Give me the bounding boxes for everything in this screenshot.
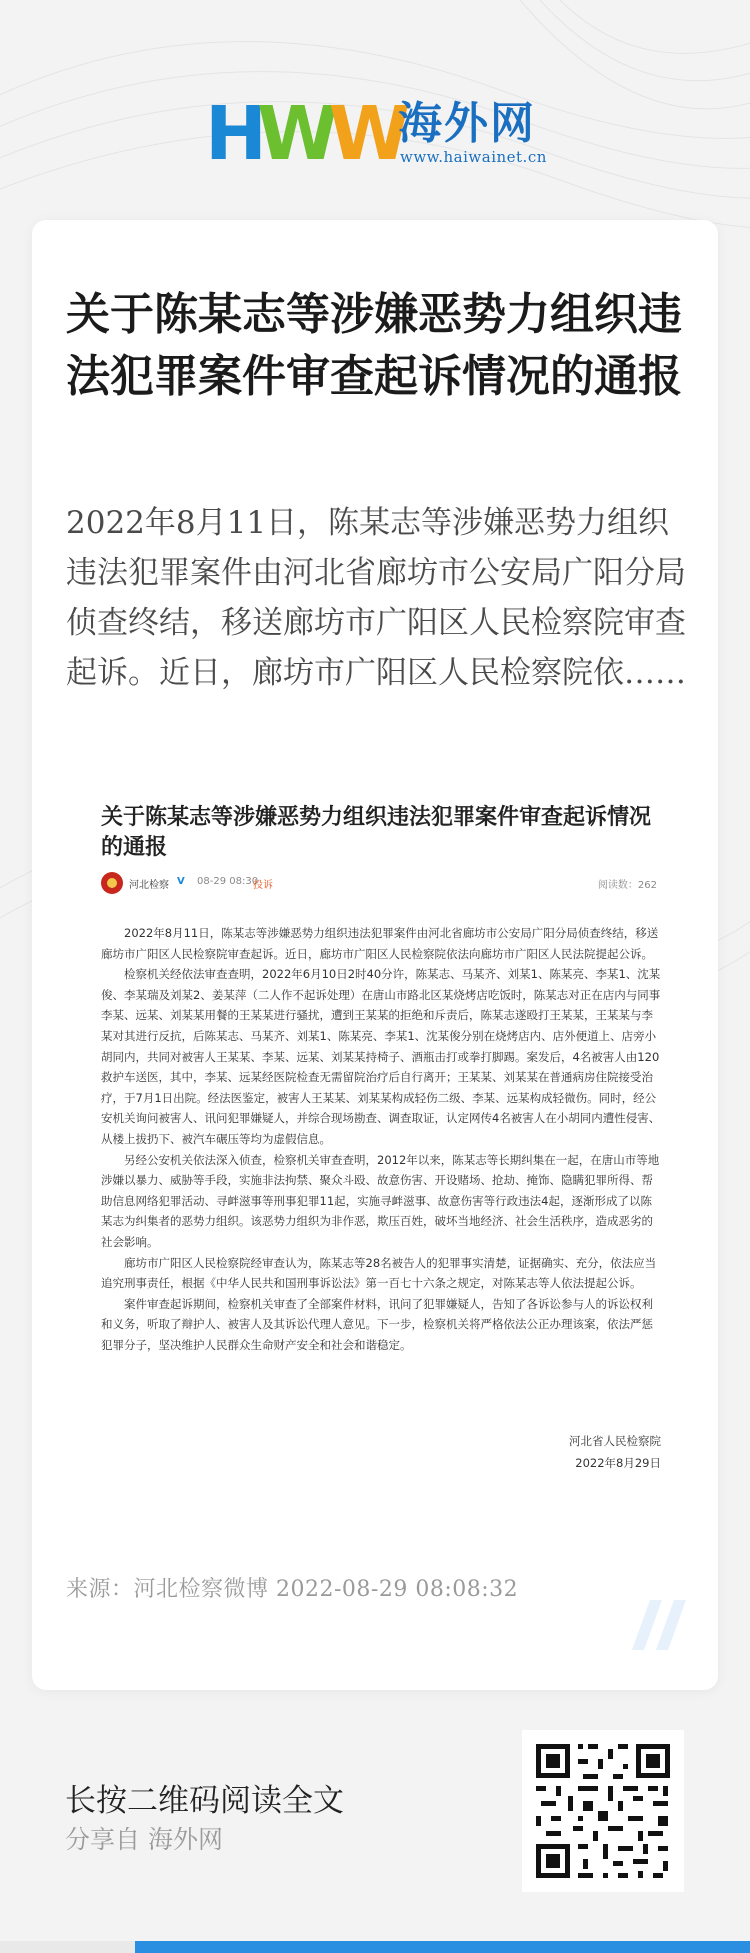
account-name: 河北检察 xyxy=(129,880,169,891)
document-paragraph: 廊坊市广阳区人民检察院经审查认为，陈某志等28名被告人的犯罪事实清楚，证据确实、充分，依法应当追究刑事责任，根据《中华人民共和国刑事诉讼法》第一百七十六条之规定，对陈某志等人依法提起公诉。 xyxy=(101,1255,657,1291)
haiwainet-logo[interactable] xyxy=(205,91,547,177)
post-date: 08-29 08:30 xyxy=(197,876,259,887)
complain-link[interactable]: 投诉 xyxy=(253,880,273,891)
article-title: 关于陈某志等涉嫌恶势力组织违法犯罪案件审查起诉情况的通报 xyxy=(66,289,682,402)
document-signature xyxy=(569,1430,661,1474)
read-full-cta: 长按二维码阅读全文 xyxy=(65,1783,344,1819)
document-paragraph: 案件审查起诉期间，检察机关审查了全部案件材料，讯问了犯罪嫌疑人，告知了各诉讼参与人的诉讼权利和义务，听取了辩护人、被害人及其诉讼代理人意见。下一步，检察机关将严格依法公正办理该案，依法严惩犯罪分子，坚决维护人民群众生命财产安全和社会和谐稳定。 xyxy=(101,1296,653,1352)
signature-date: 2022年8月29日 xyxy=(575,1456,661,1470)
document-paragraph: 检察机关经依法审查查明，2022年6月10日2时40分许，陈某志、马某齐、刘某1、陈某亮、李某1、沈某俊、李某瑞及刘某2、姜某萍（二人作不起诉处理）在唐山市路北区某烧烤店吃饭时，陈某志对正在店内与同事李某、远某、刘某某用餐的王某某进行骚扰，遭到王某某的拒绝和斥责后，陈某志遂殴打王某某，王某某与李某对其进行反抗，后陈某志、马某齐、刘某1、陈某亮、李某1、沈某俊分别在烧烤店内、店外便道上、店旁小胡同内，共同对被害人王某某、李某、远某、刘某某持椅子、酒瓶击打或拳打脚踢。案发后，4名被害人由120救护车送医，其中，李某、远某经医院检查无需留院治疗后自行离开；王某某、刘某某在普通病房住院接受治疗，于7月1日出院。经法医鉴定，被害人王某某、刘某某构成轻伤二级、李某、远某构成轻微伤。同时，经公安机关询问被害人、讯问犯罪嫌疑人，并综合现场勘查、调查取证，认定网传4名被害人在小胡同内遭性侵害、从楼上拔扔下、被汽车碾压等均为虚假信息。 xyxy=(101,967,661,1146)
document-meta xyxy=(101,872,657,894)
verified-v-icon: V xyxy=(177,876,185,887)
share-source: 分享自 海外网 xyxy=(65,1825,223,1854)
document-paragraph: 2022年8月11日，陈某志等涉嫌恶势力组织违法犯罪案件由河北省廊坊市公安局广阳分局侦查终结，移送廊坊市广阳区人民检察院审查起诉。近日，廊坊市广阳区人民检察院依法向廊坊市广阳区人民法院提起公诉。 xyxy=(101,926,659,961)
logo-letters: HWW xyxy=(205,91,401,177)
signature-org: 河北省人民检察院 xyxy=(569,1434,661,1448)
document-paragraph: 另经公安机关依法深入侦查，检察机关审查查明，2012年以来，陈某志等长期纠集在一起，在唐山市等地涉嫌以暴力、威胁等手段，实施非法拘禁、聚众斗殴、故意伤害、开设赌场、抢劫、掩饰、隐瞒犯罪所得、帮助信息网络犯罪活动、寻衅滋事等刑事犯罪11起，实施寻衅滋事、故意伤害等行政违法4起，逐渐形成了以陈某志为纠集者的恶势力组织。该恶势力组织为非作恶，欺压百姓，破坏当地经济、社会生活秩序，造成恶劣的社会影响。 xyxy=(101,1152,660,1249)
source-line: 来源：河北检察微博 2022-08-29 08:08:32 xyxy=(66,1577,519,1602)
logo-url: www.haiwainet.cn xyxy=(400,148,547,166)
read-count: 阅读数：262 xyxy=(597,880,657,891)
qr-code-icon[interactable] xyxy=(522,1730,684,1892)
bottom-accent-bar xyxy=(0,1941,750,1953)
document-screenshot xyxy=(65,775,685,1525)
article-card xyxy=(32,220,718,1690)
document-title: 关于陈某志等涉嫌恶势力组织违法犯罪案件审查起诉情况的通报 xyxy=(101,805,652,860)
account-avatar xyxy=(101,872,123,894)
slash-decoration-icon xyxy=(632,1600,692,1650)
logo-name: 海外网 xyxy=(398,98,536,149)
article-summary: 2022年8月11日，陈某志等涉嫌恶势力组织违法犯罪案件由河北省廊坊市公安局广阳分局侦查终结，移送廊坊市广阳区人民检察院审查起诉。近日，廊坊市广阳区人民检察院依…… xyxy=(66,505,686,691)
document-body xyxy=(101,923,661,1355)
